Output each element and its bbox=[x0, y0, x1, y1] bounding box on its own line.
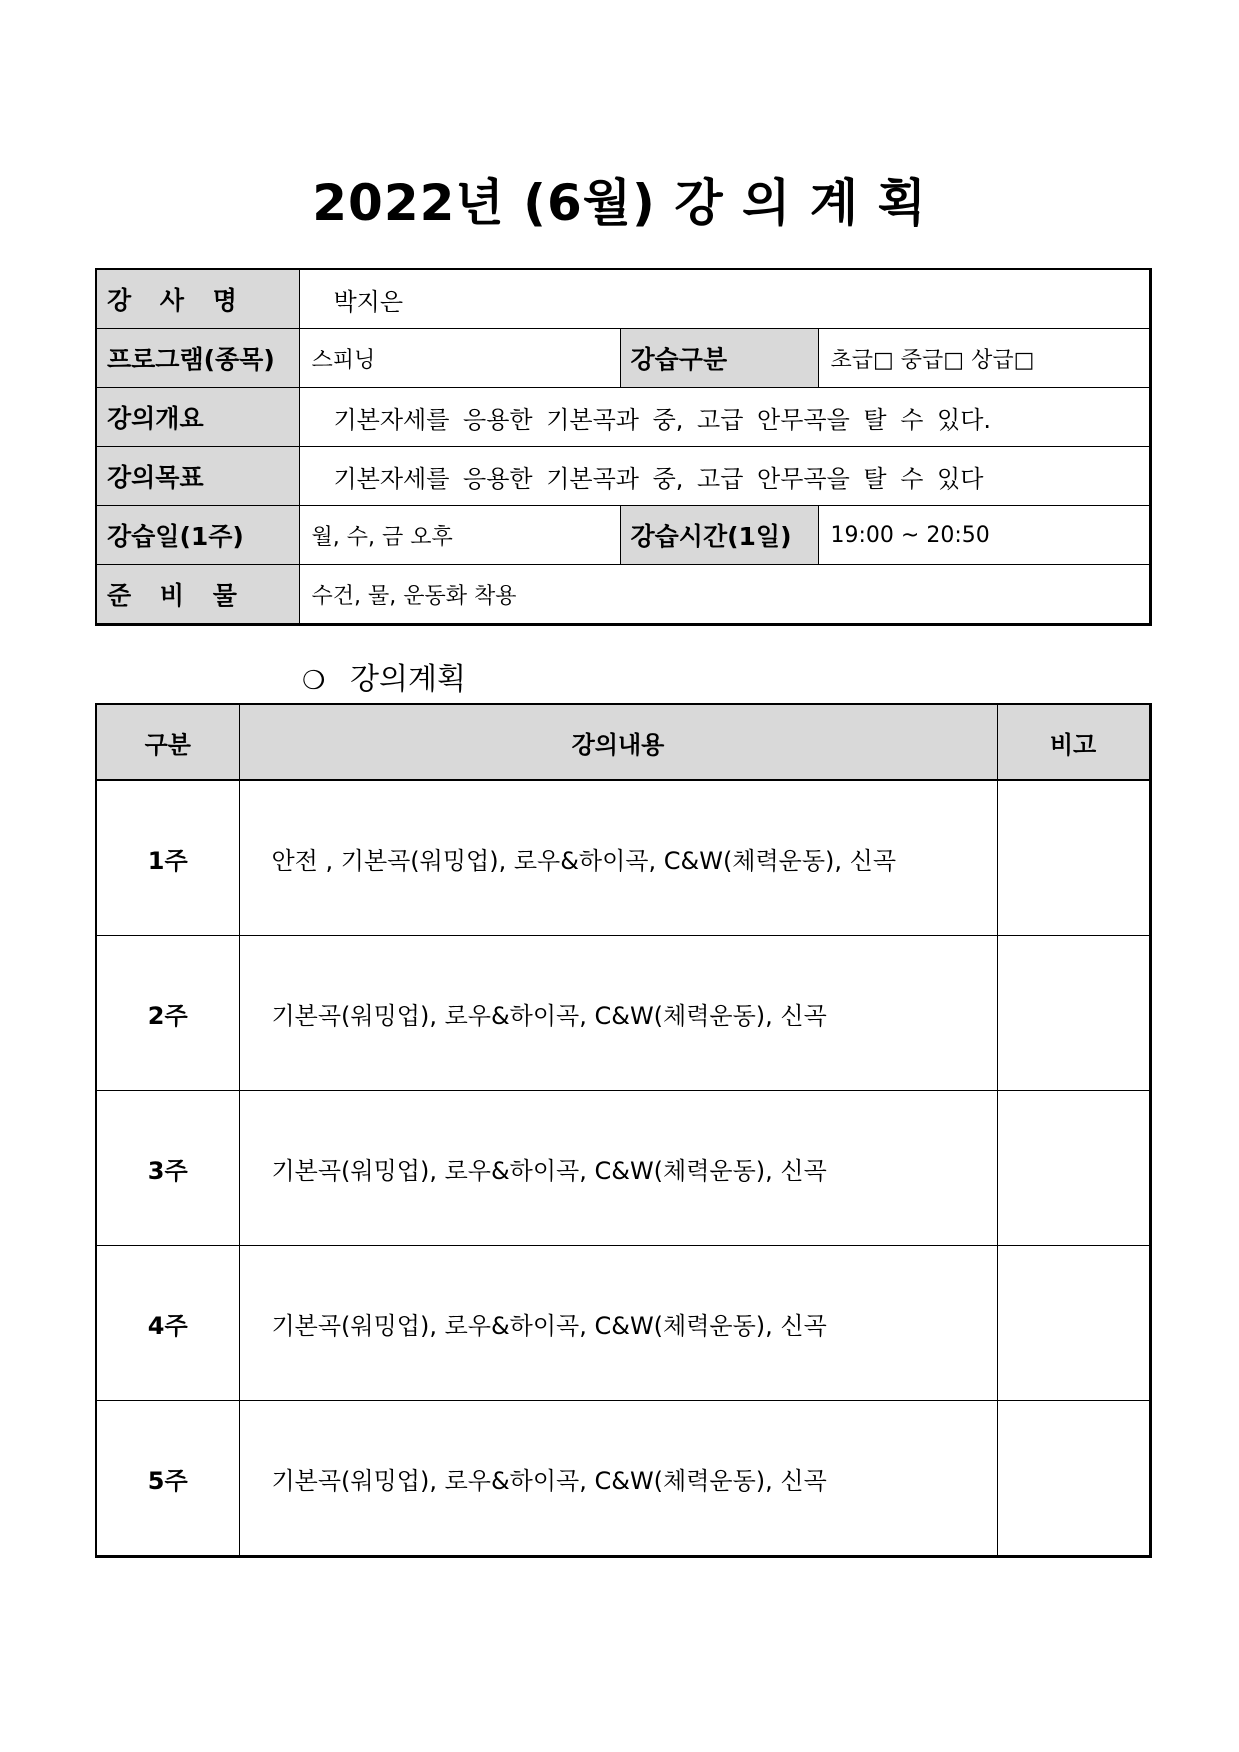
week-header: 구분 bbox=[96, 704, 239, 780]
note-cell bbox=[997, 1246, 1150, 1401]
instructor-value: 박지은 bbox=[299, 269, 1150, 329]
overview-label: 강의개요 bbox=[96, 388, 299, 447]
note-cell bbox=[997, 1401, 1150, 1557]
content-header: 강의내용 bbox=[239, 704, 997, 780]
plan-table bbox=[95, 703, 1152, 1558]
page-title: 2022년 (6월) 강 의 계 획 bbox=[312, 174, 927, 232]
goal-value: 기본자세를 응용한 기본곡과 중, 고급 안무곡을 탈 수 있다 bbox=[299, 447, 1150, 506]
program-row bbox=[96, 329, 1150, 388]
plan-header-row bbox=[96, 704, 1150, 780]
program-value: 스피닝 bbox=[299, 329, 620, 388]
table-row bbox=[96, 1401, 1150, 1557]
level-label: 강습구분 bbox=[620, 329, 818, 388]
table-row bbox=[96, 1246, 1150, 1401]
table-row bbox=[96, 1091, 1150, 1246]
instructor-row bbox=[96, 269, 1150, 329]
week-cell: 4주 bbox=[96, 1246, 239, 1401]
content-cell: 기본곡(워밍업), 로우&하이곡, C&W(체력운동), 신곡 bbox=[239, 1091, 997, 1246]
days-label: 강습일(1주) bbox=[96, 506, 299, 565]
time-label: 강습시간(1일) bbox=[620, 506, 818, 565]
instructor-label: 강 사 명 bbox=[96, 269, 299, 329]
schedule-row bbox=[96, 506, 1150, 565]
content-cell: 기본곡(워밍업), 로우&하이곡, C&W(체력운동), 신곡 bbox=[239, 1246, 997, 1401]
program-label: 프로그램(종목) bbox=[96, 329, 299, 388]
info-table bbox=[95, 268, 1152, 626]
week-cell: 2주 bbox=[96, 936, 239, 1091]
circle-bullet-icon: ❍ bbox=[302, 666, 326, 696]
supplies-row bbox=[96, 565, 1150, 625]
overview-value: 기본자세를 응용한 기본곡과 중, 고급 안무곡을 탈 수 있다. bbox=[299, 388, 1150, 447]
note-cell bbox=[997, 936, 1150, 1091]
supplies-value: 수건, 물, 운동화 착용 bbox=[299, 565, 1150, 625]
note-cell bbox=[997, 1091, 1150, 1246]
note-header: 비고 bbox=[997, 704, 1150, 780]
week-cell: 5주 bbox=[96, 1401, 239, 1557]
table-row bbox=[96, 780, 1150, 936]
content-cell: 안전 , 기본곡(워밍업), 로우&하이곡, C&W(체력운동), 신곡 bbox=[239, 780, 997, 936]
supplies-label: 준 비 물 bbox=[96, 565, 299, 625]
week-cell: 3주 bbox=[96, 1091, 239, 1246]
section-heading bbox=[302, 660, 466, 701]
section-heading-text: 강의계획 bbox=[350, 662, 466, 697]
level-value: 초급□ 중급□ 상급□ bbox=[818, 329, 1150, 388]
content-cell: 기본곡(워밍업), 로우&하이곡, C&W(체력운동), 신곡 bbox=[239, 936, 997, 1091]
content-cell: 기본곡(워밍업), 로우&하이곡, C&W(체력운동), 신곡 bbox=[239, 1401, 997, 1557]
days-value: 월, 수, 금 오후 bbox=[299, 506, 620, 565]
note-cell bbox=[997, 780, 1150, 936]
time-value: 19:00 ~ 20:50 bbox=[818, 506, 1150, 565]
week-cell: 1주 bbox=[96, 780, 239, 936]
goal-label: 강의목표 bbox=[96, 447, 299, 506]
goal-row bbox=[96, 447, 1150, 506]
overview-row bbox=[96, 388, 1150, 447]
table-row bbox=[96, 936, 1150, 1091]
